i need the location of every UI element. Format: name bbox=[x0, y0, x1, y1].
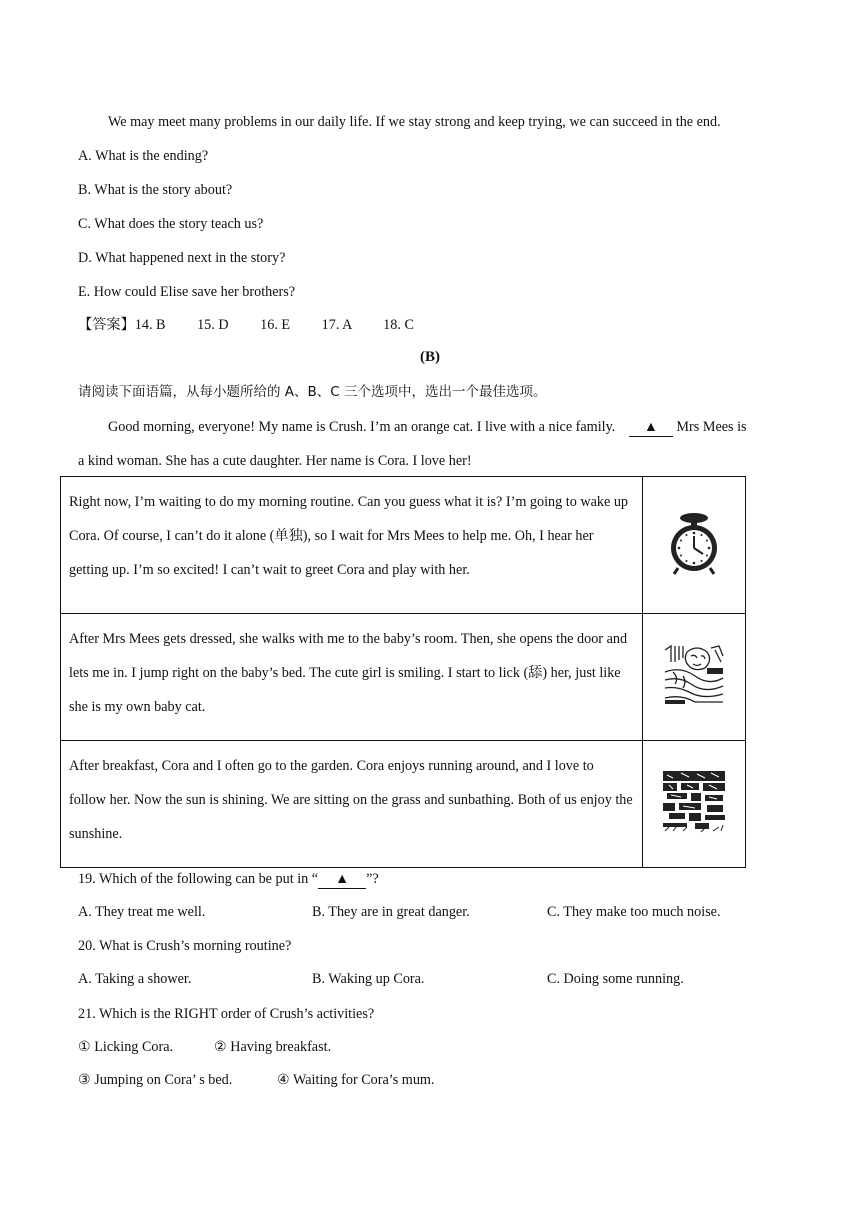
q20-option-a: A. Taking a shower. bbox=[78, 971, 192, 987]
question-21-stem: 21. Which is the RIGHT order of Crush’s activities? bbox=[78, 1006, 375, 1022]
q20-option-c: C. Doing some running. bbox=[547, 971, 684, 987]
passage-line-2: a kind woman. She has a cute daughter. Her name is Cora. I love her! bbox=[78, 453, 472, 469]
q19-option-a: A. They treat me well. bbox=[78, 904, 206, 920]
question-20-stem: 20. What is Crush’s morning routine? bbox=[78, 938, 292, 954]
table-row-text: After breakfast, Cora and I often go to the garden. Cora enjoys running around, and I love to follow her. Now the sun is shining. We are sitting on the grass and sunbathing. Both of us enjoy the sunshine. bbox=[61, 741, 643, 868]
intro-text: We may meet many problems in our daily life. If we stay strong and keep trying, we can succeed in the end. bbox=[108, 114, 721, 130]
answer-item: 17. A bbox=[321, 317, 352, 333]
answer-item: 16. E bbox=[260, 317, 291, 333]
instruction: 请阅读下面语篇，从每小题所给的 A、B、C 三个选项中，选出一个最佳选项。 bbox=[78, 384, 547, 400]
section-title: (B) bbox=[420, 349, 440, 365]
passage-line-1: Good morning, everyone! My name is Crush. I’m an orange cat. I live with a nice family. ▲ Mrs Mees is bbox=[108, 419, 747, 435]
table-row-text: Right now, I’m waiting to do my morning routine. Can you guess what it is? I’m going to wake up Cora. Of course, I can’t do it alone (单独), so I wait for Mrs Mees to help me. Oh, I hear her getting up. I’m so excited! I can’t wait to greet Cora and play with her. bbox=[61, 477, 643, 614]
q21-item-1: ① Licking Cora. bbox=[78, 1039, 174, 1055]
garden-grass-image bbox=[643, 741, 746, 868]
option-b: B. What is the story about? bbox=[78, 182, 233, 198]
q21-item-3: ③ Jumping on Cora’ s bed. bbox=[78, 1072, 233, 1088]
answer-label: 【答案】 bbox=[78, 317, 135, 333]
q19-option-c: C. They make too much noise. bbox=[547, 904, 721, 920]
option-a: A. What is the ending? bbox=[78, 148, 209, 164]
q21-item-2: ② Having breakfast. bbox=[214, 1039, 332, 1055]
baby-bed-image bbox=[643, 614, 746, 741]
option-e: E. How could Elise save her brothers? bbox=[78, 284, 296, 300]
blank-mark: ▲ bbox=[318, 870, 366, 889]
q21-item-4: ④ Waiting for Cora’s mum. bbox=[277, 1072, 435, 1088]
answer-item: 14. B bbox=[134, 317, 166, 333]
table-row-text: After Mrs Mees gets dressed, she walks with me to the baby’s room. Then, she opens the door and lets me in. I jump right on the baby’s bed. The cute girl is smiling. I start to lick (舔) her, just like she is my own baby cat. bbox=[61, 614, 643, 741]
blank-mark: ▲ bbox=[629, 418, 673, 437]
option-d: D. What happened next in the story? bbox=[78, 250, 286, 266]
answer-item: 18. C bbox=[383, 317, 414, 333]
question-19-stem: 19. Which of the following can be put in “ ▲ ”? bbox=[78, 871, 379, 887]
q19-option-b: B. They are in great danger. bbox=[312, 904, 470, 920]
option-c: C. What does the story teach us? bbox=[78, 216, 264, 232]
q20-option-b: B. Waking up Cora. bbox=[312, 971, 425, 987]
alarm-clock-icon bbox=[643, 477, 746, 614]
answer-item: 15. D bbox=[197, 317, 229, 333]
answer-line bbox=[78, 316, 414, 334]
story-table bbox=[60, 476, 746, 868]
